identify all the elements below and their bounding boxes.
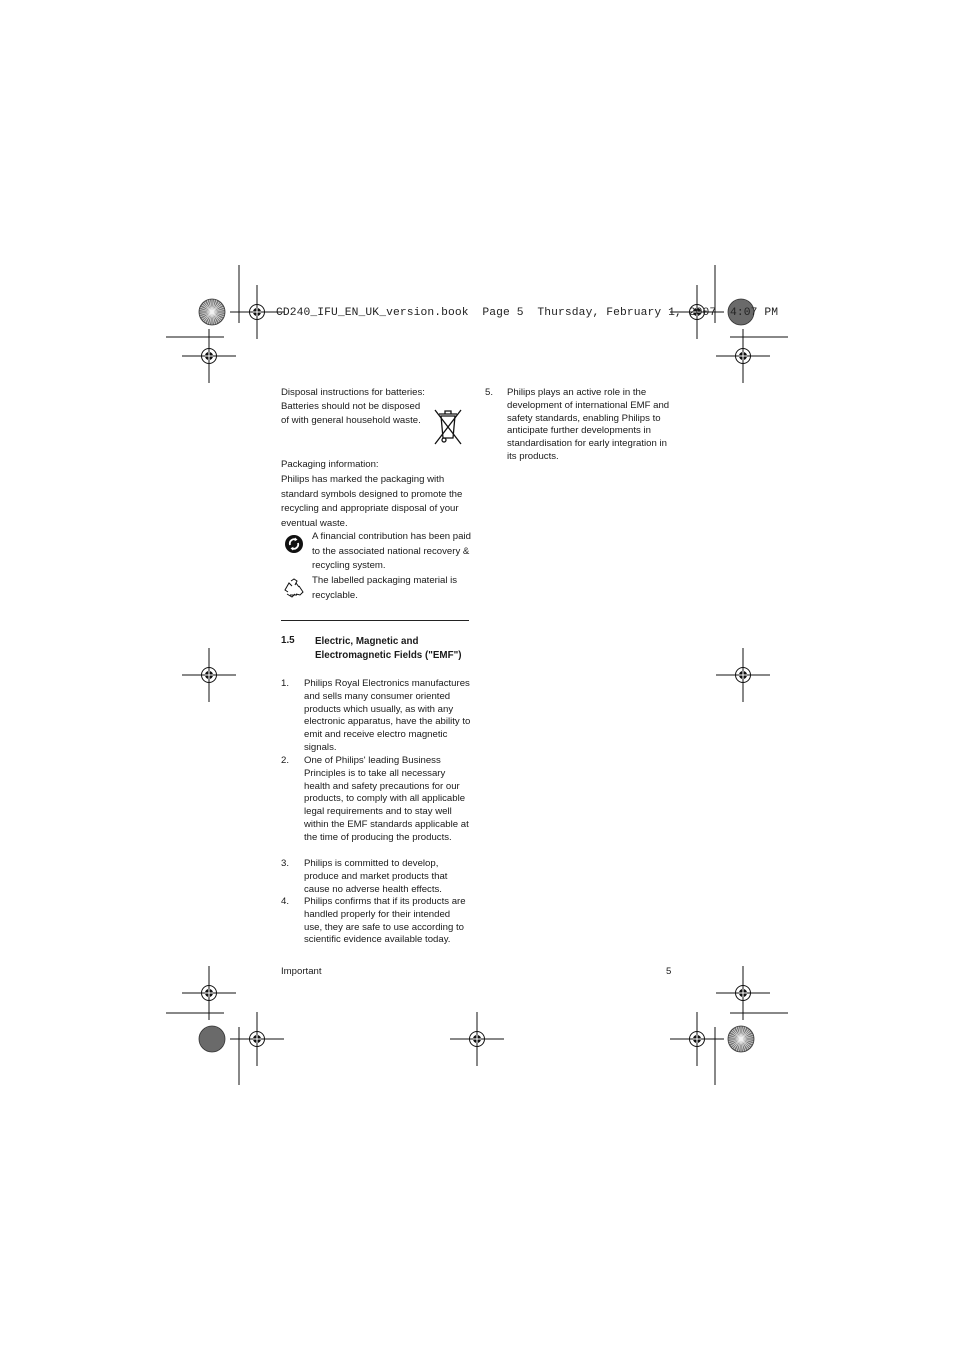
packaging-heading: Packaging information: (281, 459, 379, 470)
list-item-text: Philips confirms that if its products are handled properly for their intended use, they are safe to use according to scientific evidence available today. (304, 896, 466, 946)
section-title: Electric, Magnetic and Electromagnetic Fields ("EMF") (315, 636, 462, 662)
list-item-text: Philips Royal Electronics manufactures and sells many consumer oriented products which usually, as with any electronic apparatus, have the ability to emit and receive electro magnetic signals. (304, 678, 471, 753)
recycle-text: The labelled packaging material is recyclable. (312, 575, 458, 601)
list-item-number: 4. (281, 896, 290, 907)
section-divider (281, 620, 469, 621)
footer-section-name: Important (281, 966, 322, 977)
print-info-header: CD240_IFU_EN_UK_version.book Page 5 Thursday, February 1, 2007 4:07 PM (276, 307, 779, 319)
recycle-icon (283, 578, 305, 598)
green-dot-text: A financial contribution has been paid to the associated national recovery & recycling system. (312, 531, 471, 571)
footer-page-number: 5 (666, 966, 672, 977)
list-item-text: One of Philips' leading Business Principles is to take all necessary health and safety precautions for our products, to comply with all applicable legal requirements and to stay well within the EMF standards applicable at the time of producing the products. (304, 755, 469, 843)
list-item-text: Philips is committed to develop, produce and market products that cause no adverse health effects. (304, 858, 448, 895)
battery-disposal-heading: Disposal instructions for batteries: (281, 387, 425, 398)
green-dot-icon (284, 534, 304, 554)
list-item-number: 1. (281, 678, 290, 689)
list-item-number: 2. (281, 755, 290, 766)
crossed-out-wheelie-bin-icon (432, 406, 464, 446)
list-item-number: 5. (485, 387, 494, 398)
packaging-text: Philips has marked the packaging with standard symbols designed to promote the recycling and appropriate disposal of your eventual waste. (281, 474, 463, 529)
section-number: 1.5 (281, 635, 295, 646)
battery-disposal-text: Batteries should not be disposed of with general household waste. (281, 401, 421, 427)
list-item-text: Philips plays an active role in the development of international EMF and safety standards, enabling Philips to anticipate further developments in standardisation for early integration in its products. (507, 387, 670, 462)
list-item-number: 3. (281, 858, 290, 869)
